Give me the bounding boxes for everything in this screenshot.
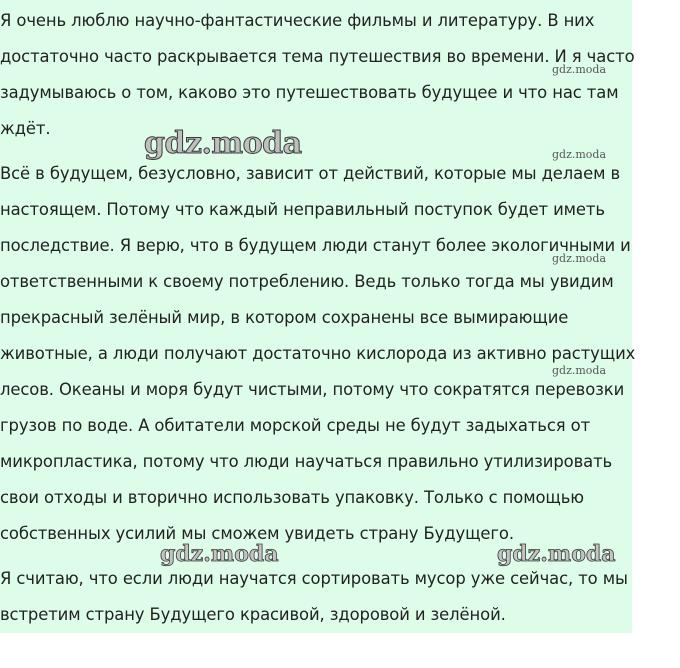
text-line: ждёт. bbox=[0, 119, 51, 138]
paragraph-1 bbox=[0, 3, 635, 147]
text-line: Я считаю, что если люди научатся сортировать мусор уже сейчас, то мы bbox=[0, 569, 628, 588]
watermark-logo: gdz.moda bbox=[552, 63, 607, 76]
watermark-logo: gdz.moda bbox=[144, 126, 302, 161]
text-line: ответственными к своему потреблению. Ведь только тогда мы увидим bbox=[0, 272, 614, 291]
watermark-logo: gdz.moda bbox=[497, 541, 616, 567]
watermark-logo: gdz.moda bbox=[160, 541, 279, 567]
text-line: грузов по воде. А обитатели морской среды не будут задыхаться от bbox=[0, 416, 591, 435]
text-line: настоящем. Потому что каждый неправильный поступок будет иметь bbox=[0, 200, 605, 219]
text-line: встретим страну Будущего красивой, здоровой и зелёной. bbox=[0, 605, 506, 624]
paragraph-2 bbox=[0, 156, 636, 552]
text-line: животные, а люди получают достаточно кислорода из активно растущих bbox=[0, 344, 636, 363]
paragraph-3 bbox=[0, 561, 632, 633]
text-line: достаточно часто раскрывается тема путешествия во времени. И я часто bbox=[0, 47, 635, 66]
text-line: прекрасный зелёный мир, в котором сохранены все вымирающие bbox=[0, 308, 569, 327]
text-line: Я очень люблю научно-фантастические фильмы и литературу. В них bbox=[0, 11, 595, 30]
watermark-logo: gdz.moda bbox=[552, 148, 607, 161]
text-line: собственных усилий мы сможем увидеть страну Будущего. bbox=[0, 524, 514, 543]
watermark-logo: gdz.moda bbox=[552, 252, 607, 265]
watermark-logo: gdz.moda bbox=[552, 364, 607, 377]
text-line: микропластика, потому что люди научаться правильно утилизировать bbox=[0, 452, 613, 471]
text-line: свои отходы и вторично использовать упаковку. Только с помощью bbox=[0, 488, 584, 507]
text-line: Всё в будущем, безусловно, зависит от действий, которые мы делаем в bbox=[0, 164, 621, 183]
text-line: лесов. Океаны и моря будут чистыми, потому что сократятся перевозки bbox=[0, 380, 625, 399]
text-line: последствие. Я верю, что в будущем люди станут более экологичными и bbox=[0, 236, 631, 255]
text-line: задумываюсь о том, каково это путешествовать будущее и что нас там bbox=[0, 83, 619, 102]
